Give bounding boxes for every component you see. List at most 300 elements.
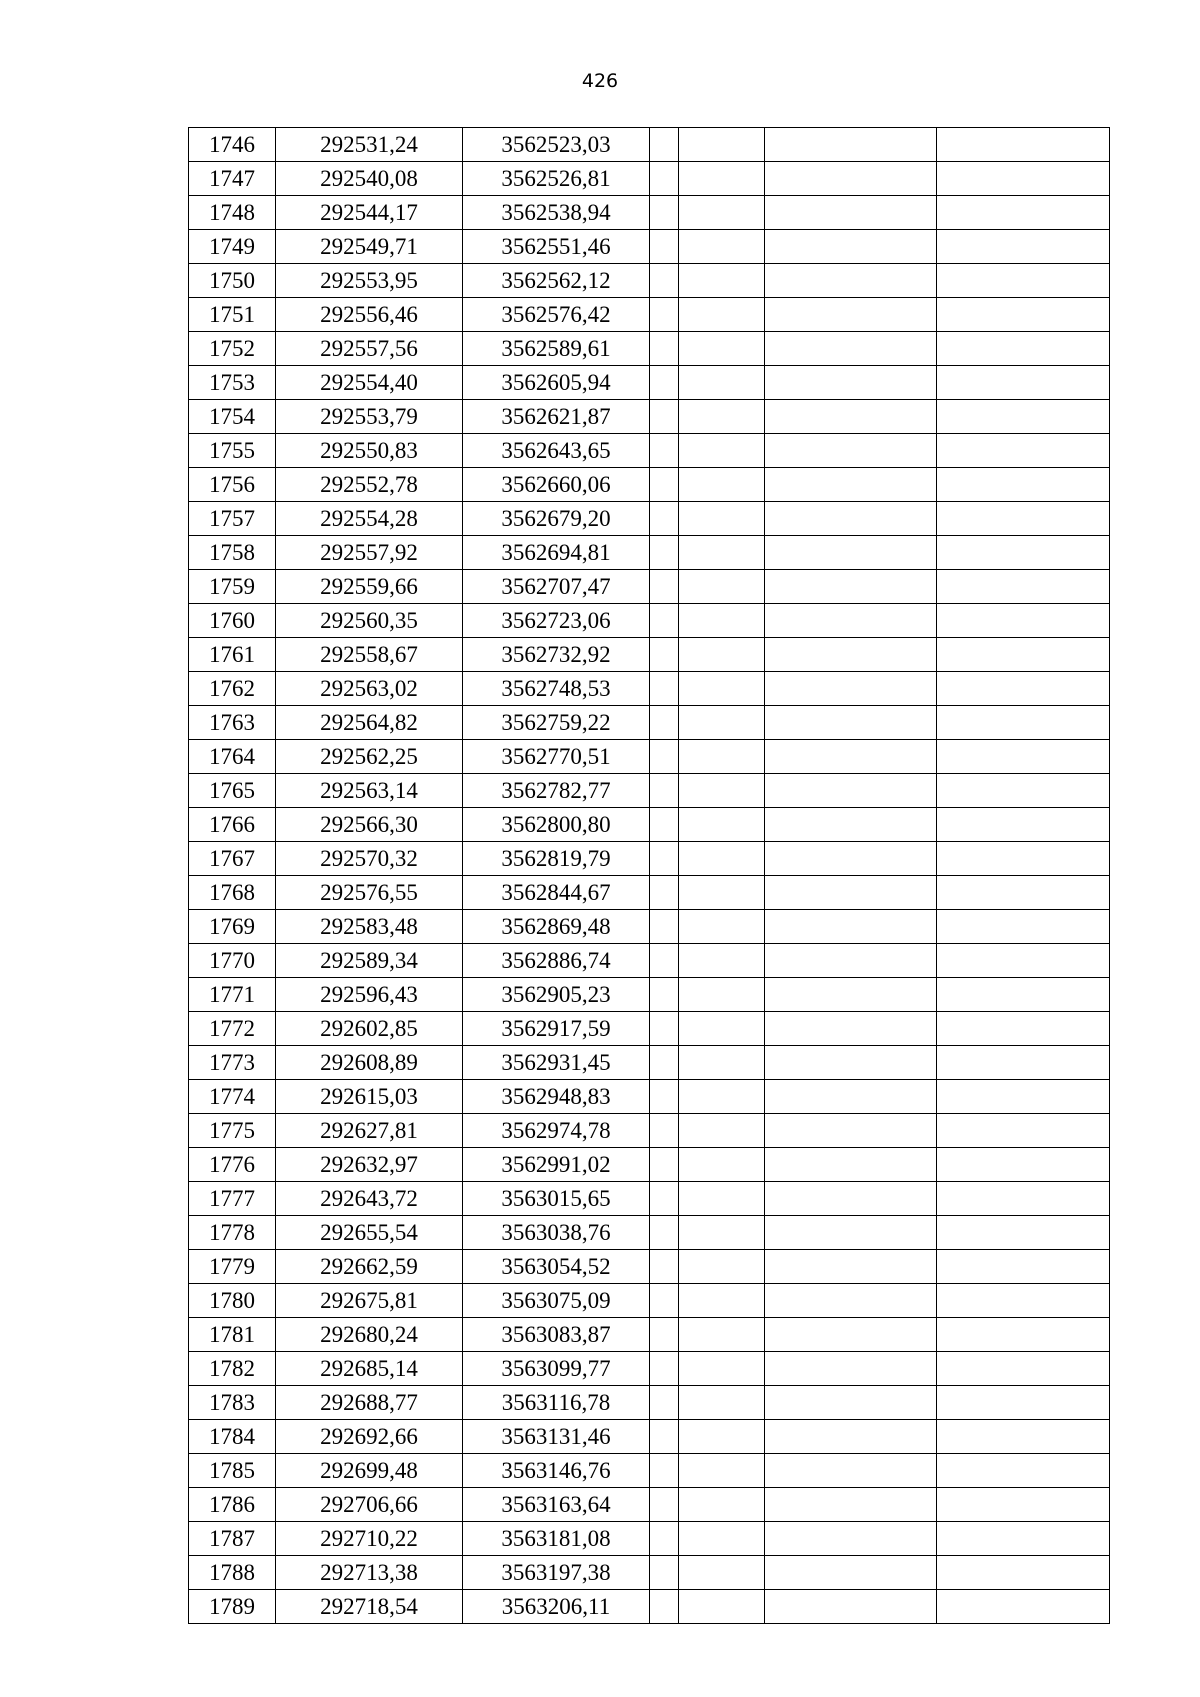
point-number-cell: 1769 (189, 910, 276, 944)
x-coordinate-cell: 292589,34 (276, 944, 463, 978)
empty-cell (937, 128, 1110, 162)
table-row (189, 1352, 1110, 1386)
empty-cell (937, 774, 1110, 808)
table-row (189, 1488, 1110, 1522)
empty-cell (679, 1352, 765, 1386)
empty-cell (679, 570, 765, 604)
y-coordinate-cell: 3562931,45 (463, 1046, 650, 1080)
empty-cell (765, 196, 937, 230)
empty-cell (937, 1080, 1110, 1114)
point-number-cell: 1766 (189, 808, 276, 842)
empty-cell (679, 808, 765, 842)
empty-cell (937, 910, 1110, 944)
empty-cell (650, 1080, 679, 1114)
empty-cell (937, 808, 1110, 842)
empty-cell (679, 774, 765, 808)
y-coordinate-cell: 3563146,76 (463, 1454, 650, 1488)
empty-cell (765, 1352, 937, 1386)
table-row (189, 638, 1110, 672)
empty-cell (765, 1318, 937, 1352)
table-row (189, 1590, 1110, 1624)
point-number-cell: 1764 (189, 740, 276, 774)
y-coordinate-cell: 3562844,67 (463, 876, 650, 910)
point-number-cell: 1777 (189, 1182, 276, 1216)
table-row (189, 842, 1110, 876)
empty-cell (765, 570, 937, 604)
empty-cell (650, 1216, 679, 1250)
table-row (189, 1216, 1110, 1250)
empty-cell (937, 1352, 1110, 1386)
empty-cell (650, 264, 679, 298)
empty-cell (650, 944, 679, 978)
table-row (189, 1556, 1110, 1590)
empty-cell (650, 400, 679, 434)
empty-cell (650, 332, 679, 366)
empty-cell (937, 740, 1110, 774)
x-coordinate-cell: 292557,56 (276, 332, 463, 366)
empty-cell (650, 1454, 679, 1488)
y-coordinate-cell: 3562974,78 (463, 1114, 650, 1148)
y-coordinate-cell: 3562694,81 (463, 536, 650, 570)
empty-cell (679, 672, 765, 706)
empty-cell (679, 400, 765, 434)
empty-cell (937, 638, 1110, 672)
empty-cell (650, 128, 679, 162)
empty-cell (765, 298, 937, 332)
empty-cell (937, 1454, 1110, 1488)
empty-cell (937, 400, 1110, 434)
empty-cell (679, 1590, 765, 1624)
x-coordinate-cell: 292602,85 (276, 1012, 463, 1046)
empty-cell (937, 468, 1110, 502)
y-coordinate-cell: 3562905,23 (463, 978, 650, 1012)
x-coordinate-cell: 292632,97 (276, 1148, 463, 1182)
empty-cell (937, 604, 1110, 638)
point-number-cell: 1763 (189, 706, 276, 740)
table-row (189, 264, 1110, 298)
empty-cell (765, 1012, 937, 1046)
empty-cell (679, 1012, 765, 1046)
empty-cell (937, 1556, 1110, 1590)
empty-cell (679, 1182, 765, 1216)
empty-cell (765, 774, 937, 808)
y-coordinate-cell: 3562748,53 (463, 672, 650, 706)
table-row (189, 1148, 1110, 1182)
table-row (189, 1420, 1110, 1454)
table-row (189, 740, 1110, 774)
empty-cell (937, 366, 1110, 400)
empty-cell (765, 1284, 937, 1318)
empty-cell (765, 740, 937, 774)
empty-cell (937, 536, 1110, 570)
table-row (189, 502, 1110, 536)
empty-cell (937, 1250, 1110, 1284)
empty-cell (679, 468, 765, 502)
empty-cell (679, 264, 765, 298)
empty-cell (679, 842, 765, 876)
y-coordinate-cell: 3563163,64 (463, 1488, 650, 1522)
x-coordinate-cell: 292550,83 (276, 434, 463, 468)
empty-cell (679, 944, 765, 978)
empty-cell (679, 128, 765, 162)
empty-cell (679, 604, 765, 638)
empty-cell (765, 706, 937, 740)
table-row (189, 196, 1110, 230)
empty-cell (765, 978, 937, 1012)
empty-cell (679, 162, 765, 196)
x-coordinate-cell: 292540,08 (276, 162, 463, 196)
empty-cell (937, 1386, 1110, 1420)
point-number-cell: 1774 (189, 1080, 276, 1114)
empty-cell (765, 1114, 937, 1148)
x-coordinate-cell: 292562,25 (276, 740, 463, 774)
x-coordinate-cell: 292662,59 (276, 1250, 463, 1284)
empty-cell (765, 434, 937, 468)
empty-cell (765, 1454, 937, 1488)
table-row (189, 604, 1110, 638)
empty-cell (937, 1012, 1110, 1046)
empty-cell (765, 128, 937, 162)
y-coordinate-cell: 3562770,51 (463, 740, 650, 774)
empty-cell (937, 842, 1110, 876)
point-number-cell: 1772 (189, 1012, 276, 1046)
empty-cell (650, 672, 679, 706)
y-coordinate-cell: 3563075,09 (463, 1284, 650, 1318)
x-coordinate-cell: 292685,14 (276, 1352, 463, 1386)
x-coordinate-cell: 292556,46 (276, 298, 463, 332)
x-coordinate-cell: 292655,54 (276, 1216, 463, 1250)
table-row (189, 706, 1110, 740)
empty-cell (937, 1590, 1110, 1624)
point-number-cell: 1778 (189, 1216, 276, 1250)
empty-cell (765, 604, 937, 638)
x-coordinate-cell: 292643,72 (276, 1182, 463, 1216)
table-row (189, 1080, 1110, 1114)
table-row (189, 400, 1110, 434)
point-number-cell: 1765 (189, 774, 276, 808)
empty-cell (650, 196, 679, 230)
empty-cell (650, 876, 679, 910)
y-coordinate-cell: 3562800,80 (463, 808, 650, 842)
empty-cell (937, 570, 1110, 604)
y-coordinate-cell: 3562723,06 (463, 604, 650, 638)
empty-cell (650, 1182, 679, 1216)
empty-cell (937, 162, 1110, 196)
empty-cell (679, 502, 765, 536)
point-number-cell: 1752 (189, 332, 276, 366)
empty-cell (937, 298, 1110, 332)
x-coordinate-cell: 292553,79 (276, 400, 463, 434)
point-number-cell: 1787 (189, 1522, 276, 1556)
coordinates-table (188, 127, 1110, 1624)
empty-cell (765, 264, 937, 298)
x-coordinate-cell: 292563,14 (276, 774, 463, 808)
point-number-cell: 1784 (189, 1420, 276, 1454)
y-coordinate-cell: 3563054,52 (463, 1250, 650, 1284)
x-coordinate-cell: 292608,89 (276, 1046, 463, 1080)
empty-cell (650, 1148, 679, 1182)
table-row (189, 978, 1110, 1012)
y-coordinate-cell: 3562589,61 (463, 332, 650, 366)
empty-cell (765, 808, 937, 842)
y-coordinate-cell: 3562605,94 (463, 366, 650, 400)
point-number-cell: 1782 (189, 1352, 276, 1386)
x-coordinate-cell: 292531,24 (276, 128, 463, 162)
table-row (189, 1284, 1110, 1318)
table-row (189, 1114, 1110, 1148)
empty-cell (679, 1216, 765, 1250)
x-coordinate-cell: 292627,81 (276, 1114, 463, 1148)
point-number-cell: 1754 (189, 400, 276, 434)
point-number-cell: 1780 (189, 1284, 276, 1318)
empty-cell (650, 1556, 679, 1590)
x-coordinate-cell: 292552,78 (276, 468, 463, 502)
table-row (189, 128, 1110, 162)
table-row (189, 808, 1110, 842)
empty-cell (679, 1420, 765, 1454)
table-row (189, 1318, 1110, 1352)
point-number-cell: 1775 (189, 1114, 276, 1148)
y-coordinate-cell: 3563131,46 (463, 1420, 650, 1454)
x-coordinate-cell: 292554,40 (276, 366, 463, 400)
empty-cell (765, 366, 937, 400)
x-coordinate-cell: 292557,92 (276, 536, 463, 570)
empty-cell (679, 536, 765, 570)
empty-cell (765, 842, 937, 876)
empty-cell (650, 604, 679, 638)
y-coordinate-cell: 3563038,76 (463, 1216, 650, 1250)
y-coordinate-cell: 3562523,03 (463, 128, 650, 162)
table-row (189, 1046, 1110, 1080)
empty-cell (650, 740, 679, 774)
empty-cell (937, 434, 1110, 468)
y-coordinate-cell: 3562869,48 (463, 910, 650, 944)
empty-cell (650, 1522, 679, 1556)
empty-cell (765, 1080, 937, 1114)
empty-cell (679, 1284, 765, 1318)
y-coordinate-cell: 3563116,78 (463, 1386, 650, 1420)
empty-cell (650, 1012, 679, 1046)
empty-cell (679, 196, 765, 230)
empty-cell (679, 298, 765, 332)
empty-cell (650, 774, 679, 808)
empty-cell (765, 1216, 937, 1250)
x-coordinate-cell: 292549,71 (276, 230, 463, 264)
empty-cell (765, 1386, 937, 1420)
y-coordinate-cell: 3562782,77 (463, 774, 650, 808)
empty-cell (765, 910, 937, 944)
empty-cell (937, 978, 1110, 1012)
table-row (189, 672, 1110, 706)
x-coordinate-cell: 292615,03 (276, 1080, 463, 1114)
empty-cell (650, 1250, 679, 1284)
empty-cell (650, 434, 679, 468)
empty-cell (937, 1046, 1110, 1080)
point-number-cell: 1747 (189, 162, 276, 196)
point-number-cell: 1788 (189, 1556, 276, 1590)
y-coordinate-cell: 3562526,81 (463, 162, 650, 196)
x-coordinate-cell: 292718,54 (276, 1590, 463, 1624)
empty-cell (650, 1114, 679, 1148)
empty-cell (765, 1046, 937, 1080)
empty-cell (650, 638, 679, 672)
empty-cell (650, 1284, 679, 1318)
table-row (189, 230, 1110, 264)
point-number-cell: 1755 (189, 434, 276, 468)
empty-cell (679, 1250, 765, 1284)
y-coordinate-cell: 3562643,65 (463, 434, 650, 468)
empty-cell (937, 1420, 1110, 1454)
point-number-cell: 1746 (189, 128, 276, 162)
empty-cell (650, 468, 679, 502)
x-coordinate-cell: 292688,77 (276, 1386, 463, 1420)
empty-cell (765, 1522, 937, 1556)
empty-cell (765, 536, 937, 570)
empty-cell (650, 808, 679, 842)
y-coordinate-cell: 3562551,46 (463, 230, 650, 264)
empty-cell (937, 1318, 1110, 1352)
empty-cell (765, 1556, 937, 1590)
empty-cell (679, 332, 765, 366)
empty-cell (765, 1250, 937, 1284)
empty-cell (937, 196, 1110, 230)
table-row (189, 1250, 1110, 1284)
x-coordinate-cell: 292570,32 (276, 842, 463, 876)
point-number-cell: 1770 (189, 944, 276, 978)
point-number-cell: 1785 (189, 1454, 276, 1488)
empty-cell (650, 706, 679, 740)
empty-cell (679, 740, 765, 774)
point-number-cell: 1771 (189, 978, 276, 1012)
point-number-cell: 1750 (189, 264, 276, 298)
point-number-cell: 1781 (189, 1318, 276, 1352)
empty-cell (937, 876, 1110, 910)
point-number-cell: 1762 (189, 672, 276, 706)
point-number-cell: 1756 (189, 468, 276, 502)
empty-cell (937, 706, 1110, 740)
x-coordinate-cell: 292559,66 (276, 570, 463, 604)
empty-cell (765, 1488, 937, 1522)
empty-cell (765, 944, 937, 978)
table-row (189, 162, 1110, 196)
table-row (189, 1522, 1110, 1556)
x-coordinate-cell: 292576,55 (276, 876, 463, 910)
y-coordinate-cell: 3562948,83 (463, 1080, 650, 1114)
y-coordinate-cell: 3563099,77 (463, 1352, 650, 1386)
empty-cell (679, 1046, 765, 1080)
y-coordinate-cell: 3562679,20 (463, 502, 650, 536)
y-coordinate-cell: 3562732,92 (463, 638, 650, 672)
page-number: 426 (581, 70, 619, 92)
point-number-cell: 1759 (189, 570, 276, 604)
y-coordinate-cell: 3562759,22 (463, 706, 650, 740)
y-coordinate-cell: 3562576,42 (463, 298, 650, 332)
x-coordinate-cell: 292699,48 (276, 1454, 463, 1488)
empty-cell (679, 1454, 765, 1488)
table-row (189, 1182, 1110, 1216)
empty-cell (679, 230, 765, 264)
coordinates-table-body (189, 128, 1110, 1624)
empty-cell (937, 264, 1110, 298)
point-number-cell: 1757 (189, 502, 276, 536)
empty-cell (765, 672, 937, 706)
empty-cell (650, 1046, 679, 1080)
empty-cell (937, 1182, 1110, 1216)
empty-cell (650, 570, 679, 604)
table-row (189, 298, 1110, 332)
x-coordinate-cell: 292564,82 (276, 706, 463, 740)
empty-cell (679, 1114, 765, 1148)
point-number-cell: 1748 (189, 196, 276, 230)
empty-cell (650, 1318, 679, 1352)
empty-cell (679, 1080, 765, 1114)
empty-cell (937, 1284, 1110, 1318)
table-row (189, 944, 1110, 978)
empty-cell (679, 638, 765, 672)
empty-cell (650, 1590, 679, 1624)
empty-cell (679, 706, 765, 740)
point-number-cell: 1749 (189, 230, 276, 264)
empty-cell (679, 1318, 765, 1352)
x-coordinate-cell: 292692,66 (276, 1420, 463, 1454)
table-row (189, 434, 1110, 468)
x-coordinate-cell: 292566,30 (276, 808, 463, 842)
empty-cell (937, 1522, 1110, 1556)
y-coordinate-cell: 3563083,87 (463, 1318, 650, 1352)
empty-cell (937, 1488, 1110, 1522)
point-number-cell: 1751 (189, 298, 276, 332)
empty-cell (937, 1148, 1110, 1182)
empty-cell (650, 1352, 679, 1386)
point-number-cell: 1783 (189, 1386, 276, 1420)
empty-cell (937, 230, 1110, 264)
empty-cell (650, 910, 679, 944)
y-coordinate-cell: 3562991,02 (463, 1148, 650, 1182)
x-coordinate-cell: 292558,67 (276, 638, 463, 672)
point-number-cell: 1761 (189, 638, 276, 672)
empty-cell (679, 434, 765, 468)
empty-cell (765, 1420, 937, 1454)
empty-cell (765, 468, 937, 502)
empty-cell (650, 162, 679, 196)
table-row (189, 876, 1110, 910)
empty-cell (679, 1488, 765, 1522)
point-number-cell: 1776 (189, 1148, 276, 1182)
point-number-cell: 1753 (189, 366, 276, 400)
table-row (189, 1012, 1110, 1046)
x-coordinate-cell: 292583,48 (276, 910, 463, 944)
y-coordinate-cell: 3562660,06 (463, 468, 650, 502)
table-row (189, 910, 1110, 944)
x-coordinate-cell: 292706,66 (276, 1488, 463, 1522)
empty-cell (765, 162, 937, 196)
empty-cell (650, 230, 679, 264)
empty-cell (650, 1488, 679, 1522)
x-coordinate-cell: 292680,24 (276, 1318, 463, 1352)
empty-cell (650, 366, 679, 400)
y-coordinate-cell: 3563015,65 (463, 1182, 650, 1216)
empty-cell (765, 876, 937, 910)
y-coordinate-cell: 3562562,12 (463, 264, 650, 298)
x-coordinate-cell: 292596,43 (276, 978, 463, 1012)
empty-cell (679, 1556, 765, 1590)
x-coordinate-cell: 292563,02 (276, 672, 463, 706)
empty-cell (765, 502, 937, 536)
empty-cell (937, 1216, 1110, 1250)
table-row (189, 468, 1110, 502)
y-coordinate-cell: 3562707,47 (463, 570, 650, 604)
empty-cell (937, 672, 1110, 706)
